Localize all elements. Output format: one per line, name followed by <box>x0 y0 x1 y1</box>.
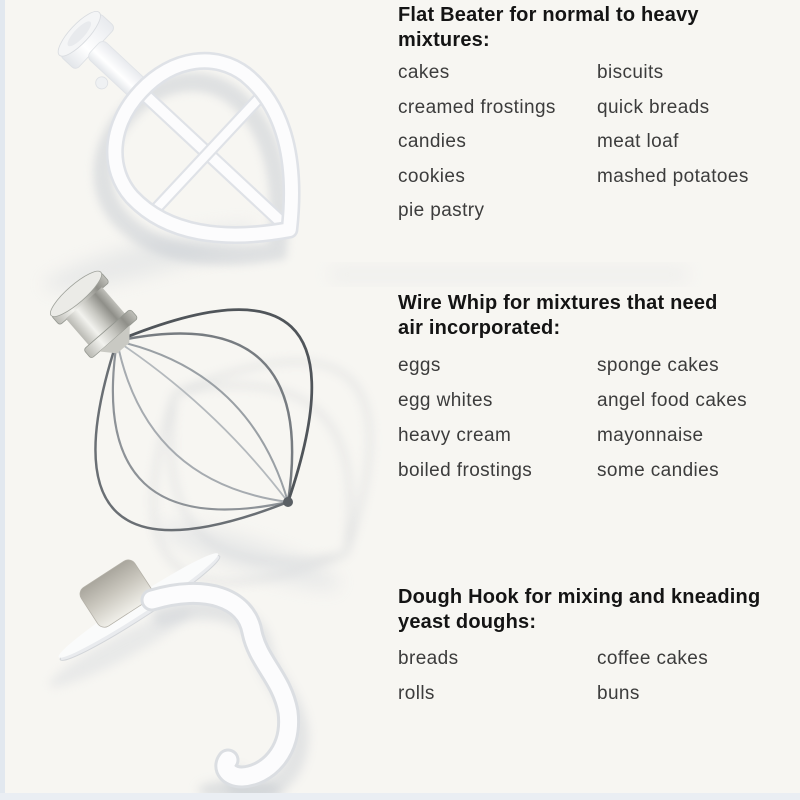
use-item: pie pastry <box>398 200 485 221</box>
use-list-wire-whip <box>398 355 794 495</box>
heading-line: Flat Beater for normal to heavy <box>398 4 699 26</box>
heading-line: Dough Hook for mixing and kneading <box>398 586 761 608</box>
use-item: angel food cakes <box>597 390 748 411</box>
use-item: mayonnaise <box>597 425 704 446</box>
use-list-flat-beater <box>398 62 794 235</box>
section-heading-dough-hook <box>398 585 793 635</box>
heading-line: mixtures: <box>398 29 490 51</box>
section-heading-flat-beater <box>398 3 793 53</box>
use-item: cookies <box>398 165 466 187</box>
use-item: some candies <box>597 460 720 481</box>
use-item: biscuits <box>597 62 664 83</box>
heading-line: yeast doughs: <box>398 611 537 633</box>
use-item: quick breads <box>597 96 710 118</box>
use-item: rolls <box>398 683 435 704</box>
use-item: boiled frostings <box>398 460 533 481</box>
use-item: sponge cakes <box>597 355 720 376</box>
use-item: egg whites <box>398 390 493 411</box>
heading-line: air incorporated: <box>398 317 561 339</box>
left-edge-strip <box>0 0 5 800</box>
use-item: coffee cakes <box>597 648 709 669</box>
use-item: cakes <box>398 62 450 83</box>
use-item: buns <box>597 683 640 704</box>
section-heading-wire-whip <box>398 291 793 341</box>
wire-whip-image <box>45 265 370 600</box>
use-item: heavy cream <box>398 425 512 446</box>
use-item: mashed potatoes <box>597 165 749 187</box>
use-list-dough-hook <box>398 648 794 718</box>
bottom-edge-strip <box>0 793 800 800</box>
use-item: meat loaf <box>597 131 679 152</box>
use-item: creamed frostings <box>398 96 556 118</box>
use-item: breads <box>398 648 459 669</box>
use-item: eggs <box>398 355 441 376</box>
use-item: candies <box>398 131 467 152</box>
heading-line: Wire Whip for mixtures that need <box>398 292 718 314</box>
